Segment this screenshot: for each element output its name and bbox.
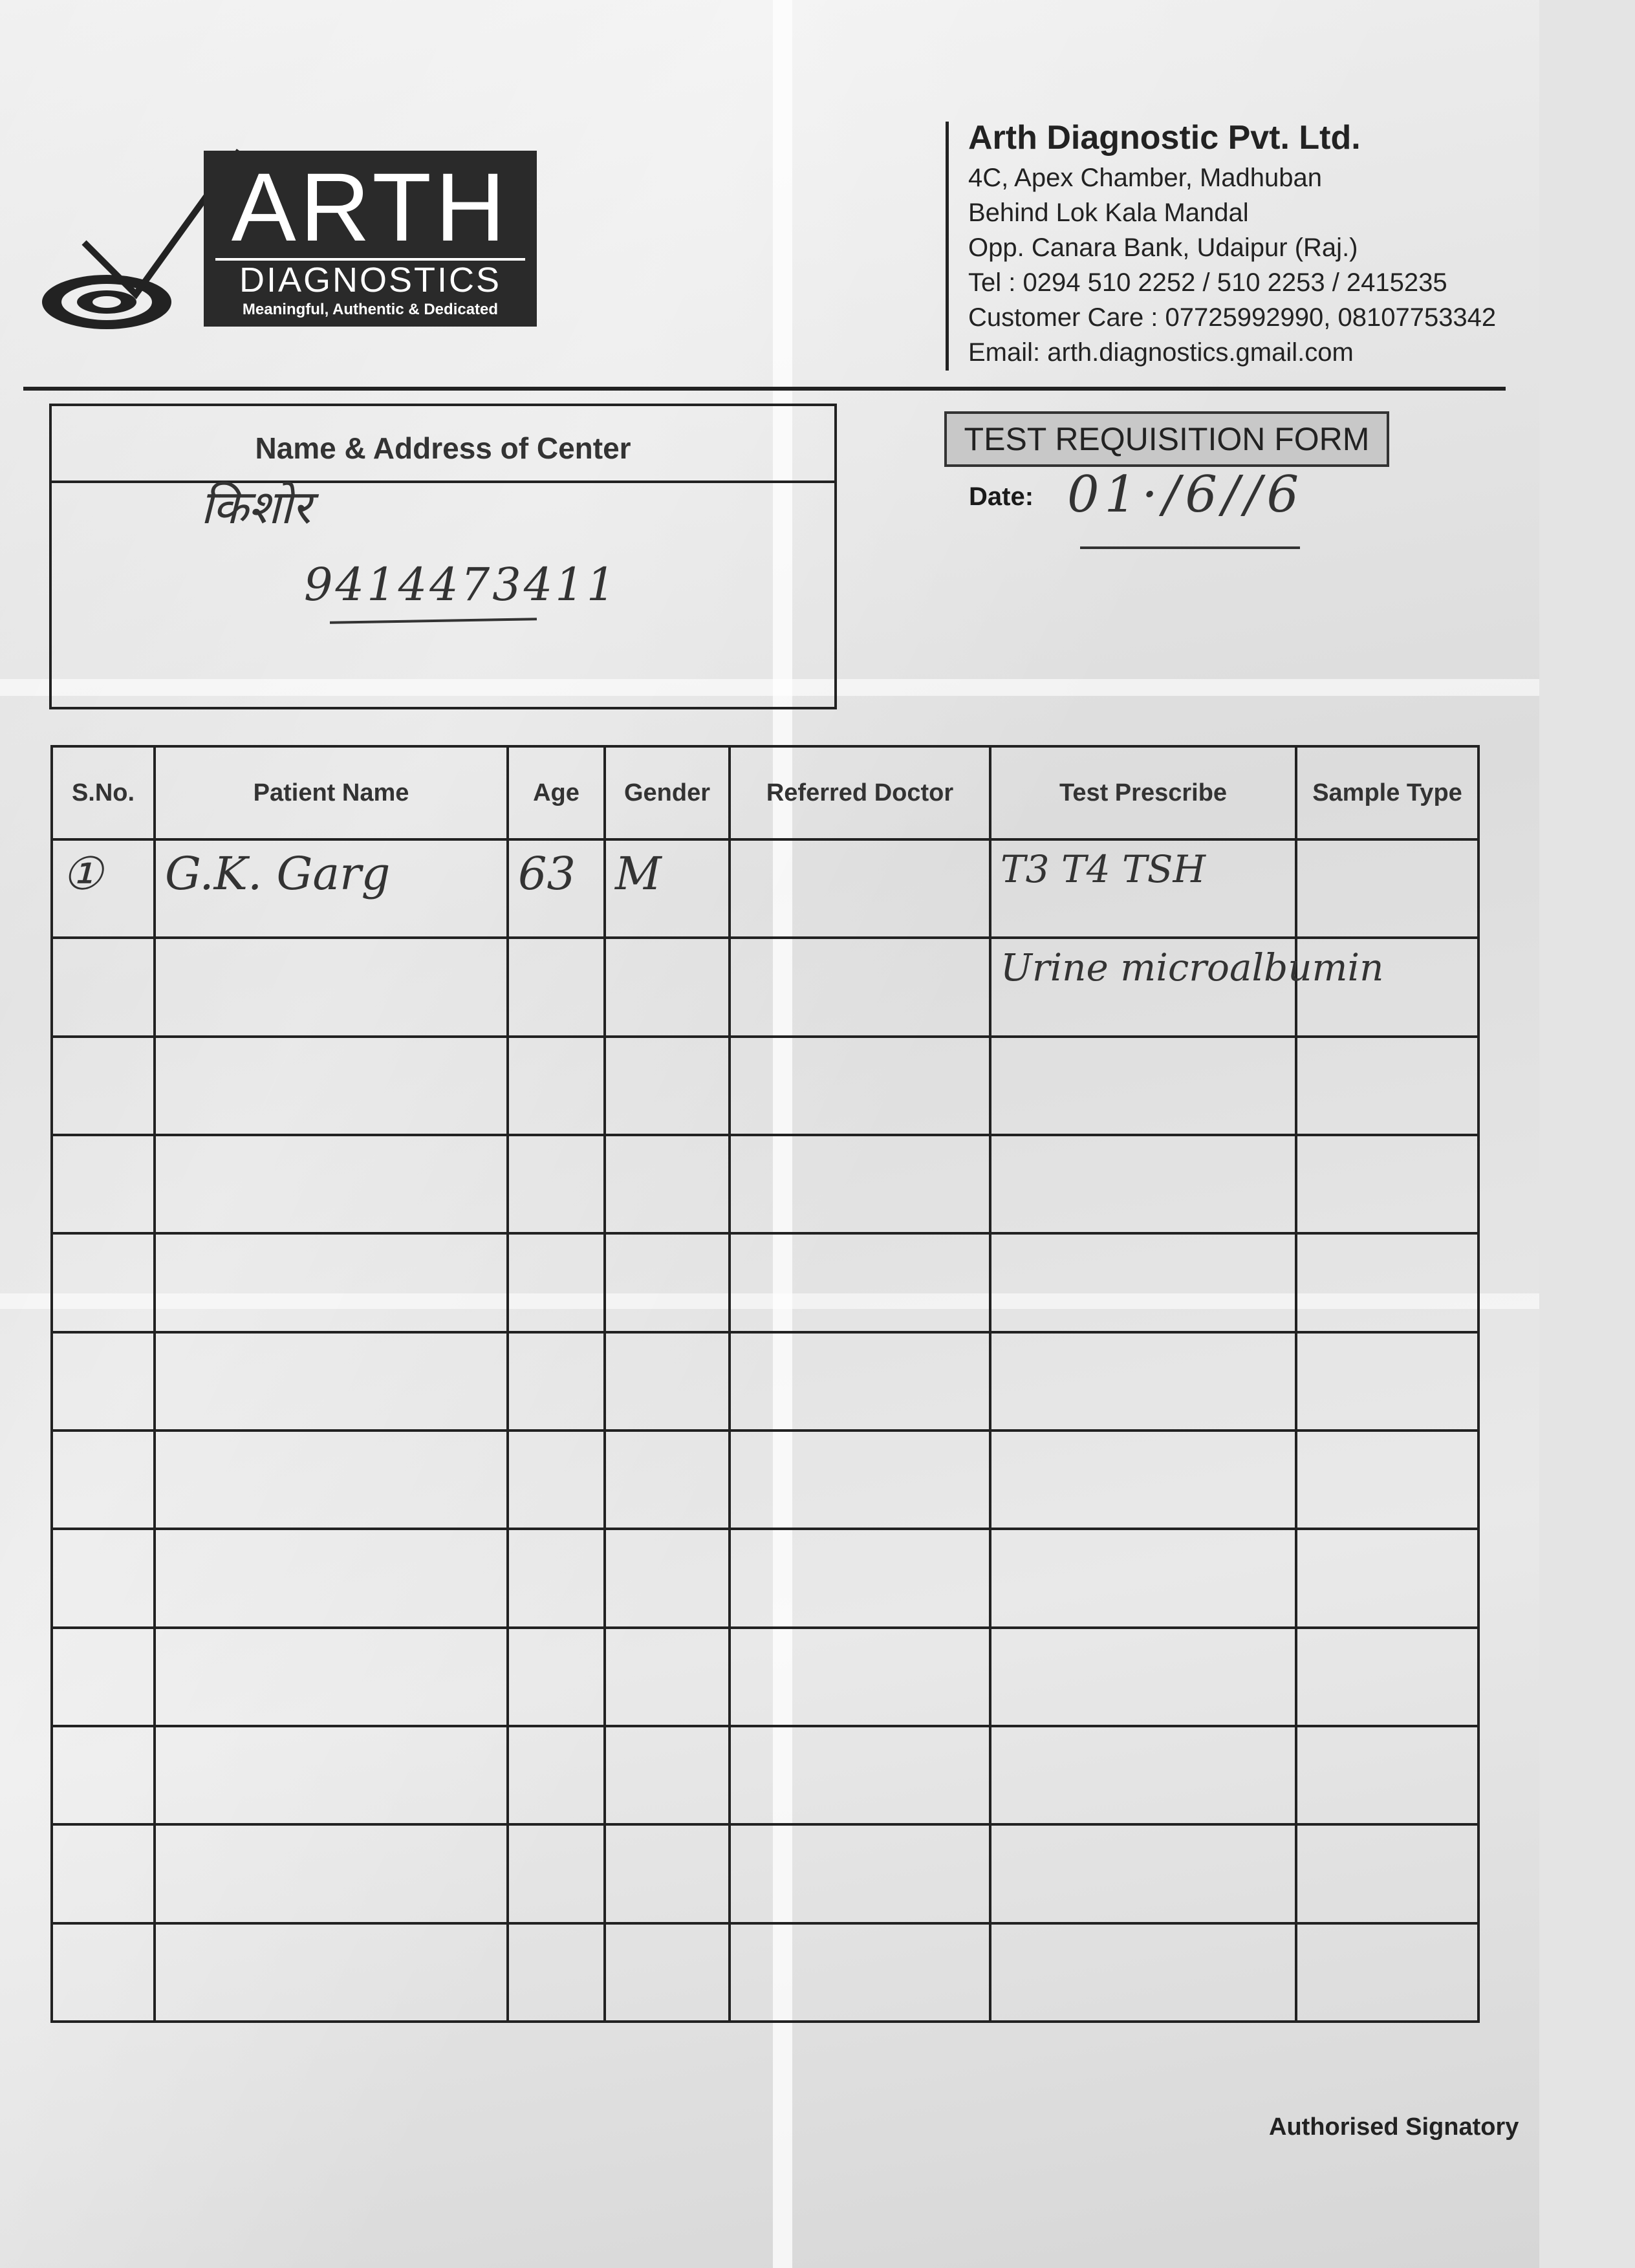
center-box-title: Name & Address of Center [52,406,834,483]
date-label: Date: [969,482,1034,511]
cell-age[interactable] [508,1233,605,1332]
center-address-box [49,404,837,709]
logo-main-text: ARTH [231,153,510,261]
cell-sample-type[interactable] [1296,1923,1478,2022]
cell-age[interactable] [508,1135,605,1233]
cell-sno[interactable] [52,1923,155,2022]
cell-gender[interactable] [605,1529,730,1627]
cell-referred-doctor[interactable] [730,1726,990,1824]
cell-gender[interactable] [605,1037,730,1135]
header-divider [946,122,949,371]
cell-test-prescribe[interactable] [990,839,1296,938]
company-address-line: Opp. Canara Bank, Udaipur (Raj.) [968,233,1358,262]
table-row [52,1628,1478,1726]
cell-gender[interactable] [605,938,730,1036]
column-header-patient-name: Patient Name [155,746,508,839]
column-header-sample-type: Sample Type [1296,746,1478,839]
cell-gender[interactable] [605,1824,730,1923]
table-row [52,1726,1478,1824]
cell-age[interactable] [508,1726,605,1824]
cell-gender[interactable] [605,839,730,938]
cell-patient-name[interactable] [155,938,508,1036]
table-row [52,1037,1478,1135]
cell-sample-type[interactable] [1296,1332,1478,1431]
age-value: 63 [518,847,576,900]
cell-sample-type[interactable] [1296,1529,1478,1627]
cell-patient-name[interactable] [155,1628,508,1726]
cell-gender[interactable] [605,1726,730,1824]
column-header-sno: S.No. [52,746,155,839]
handwritten-underline [330,618,537,624]
cell-patient-name[interactable] [155,1824,508,1923]
cell-test-prescribe[interactable] [990,1824,1296,1923]
cell-referred-doctor[interactable] [730,839,990,938]
table-row [52,1135,1478,1233]
cell-sno[interactable] [52,1824,155,1923]
cell-test-prescribe[interactable] [990,1923,1296,2022]
cell-gender[interactable] [605,1923,730,2022]
cell-patient-name[interactable] [155,1332,508,1431]
table-row [52,1332,1478,1431]
column-header-test-prescribe: Test Prescribe [990,746,1296,839]
logo-wordmark [204,151,537,327]
column-header-age: Age [508,746,605,839]
cell-age[interactable] [508,1037,605,1135]
cell-sno[interactable] [52,1726,155,1824]
table-row [52,1431,1478,1529]
cell-sno[interactable] [52,1529,155,1627]
cell-sno[interactable] [52,1431,155,1529]
cell-referred-doctor[interactable] [730,1037,990,1135]
cell-gender[interactable] [605,1431,730,1529]
date-underline [1080,546,1300,549]
company-name: Arth Diagnostic Pvt. Ltd. [968,119,1361,157]
cell-test-prescribe[interactable] [990,1726,1296,1824]
cell-patient-name[interactable] [155,1135,508,1233]
cell-patient-name[interactable] [155,839,508,938]
cell-patient-name[interactable] [155,1233,508,1332]
cell-patient-name[interactable] [155,1726,508,1824]
patient-table [50,745,1480,2023]
cell-sno[interactable] [52,1628,155,1726]
logo-tagline: Meaningful, Authentic & Dedicated [242,301,499,318]
center-handwritten-phone[interactable]: 9414473411 [304,558,618,611]
form-title: TEST REQUISITION FORM [944,411,1389,467]
cell-gender[interactable] [605,1135,730,1233]
cell-test-prescribe[interactable] [990,1628,1296,1726]
table-row [52,1824,1478,1923]
cell-sample-type[interactable] [1296,1726,1478,1824]
table-header-row [52,746,1478,839]
cell-sno[interactable] [52,938,155,1036]
company-info [968,115,1524,370]
cell-sample-type[interactable] [1296,1037,1478,1135]
cell-patient-name[interactable] [155,1923,508,2022]
authorised-signatory-label: Authorised Signatory [1269,2113,1519,2141]
company-telephone: Tel : 0294 510 2252 / 510 2253 / 2415235 [968,268,1447,297]
company-email: Email: arth.diagnostics.gmail.com [968,338,1354,367]
cell-referred-doctor[interactable] [730,1529,990,1627]
company-customer-care: Customer Care : 07725992990, 08107753342 [968,303,1497,332]
table-row [52,938,1478,1036]
cell-test-prescribe[interactable] [990,1037,1296,1135]
table-row [52,839,1478,938]
cell-patient-name[interactable] [155,1037,508,1135]
cell-referred-doctor[interactable] [730,1233,990,1332]
cell-age[interactable] [508,1431,605,1529]
cell-sno[interactable] [52,1332,155,1431]
cell-gender[interactable] [605,1332,730,1431]
cell-sample-type[interactable] [1296,839,1478,938]
cell-referred-doctor[interactable] [730,1332,990,1431]
cell-test-prescribe[interactable] [990,1233,1296,1332]
header-rule [23,387,1506,391]
cell-age[interactable] [508,938,605,1036]
cell-gender[interactable] [605,1628,730,1726]
cell-age[interactable] [508,1529,605,1627]
cell-sample-type[interactable] [1296,1135,1478,1233]
cell-sample-type[interactable] [1296,1233,1478,1332]
gender-value: M [615,847,662,900]
cell-age[interactable] [508,1628,605,1726]
cell-test-prescribe[interactable] [990,1332,1296,1431]
center-handwritten-name[interactable]: किशोर [200,480,312,534]
date-handwritten-value[interactable]: 01·/6//6 [1067,466,1305,524]
cell-patient-name[interactable] [155,1431,508,1529]
cell-sample-type[interactable] [1296,1824,1478,1923]
cell-test-prescribe[interactable] [990,938,1384,1036]
cell-referred-doctor[interactable] [730,1431,990,1529]
cell-referred-doctor[interactable] [730,1824,990,1923]
cell-sno[interactable] [52,1233,155,1332]
cell-patient-name[interactable] [155,1529,508,1627]
cell-age[interactable] [508,1332,605,1431]
cell-age[interactable] [508,839,605,938]
cell-sample-type[interactable] [1296,938,1478,1036]
table-row [52,1923,1478,2022]
cell-test-prescribe[interactable] [990,1431,1296,1529]
cell-test-prescribe[interactable] [990,1529,1296,1627]
company-address-line: Behind Lok Kala Mandal [968,199,1249,227]
cell-referred-doctor[interactable] [730,938,990,1036]
column-header-gender: Gender [605,746,730,839]
scan-margin [1539,0,1635,2268]
cell-referred-doctor[interactable] [730,1923,990,2022]
cell-age[interactable] [508,1923,605,2022]
cell-sample-type[interactable] [1296,1628,1478,1726]
cell-referred-doctor[interactable] [730,1135,990,1233]
table-row [52,1529,1478,1627]
cell-sno[interactable] [52,1037,155,1135]
logo-sub-text: DIAGNOSTICS [215,258,525,298]
cell-test-prescribe[interactable] [990,1135,1296,1233]
cell-referred-doctor[interactable] [730,1628,990,1726]
test-value: T3 T4 TSH [1001,847,1206,891]
cell-sno[interactable] [52,839,155,938]
test-value: Urine microalbumin [1001,945,1384,990]
cell-age[interactable] [508,1824,605,1923]
cell-gender[interactable] [605,1233,730,1332]
cell-sno[interactable] [52,1135,155,1233]
patient-name-value: G.K. Garg [165,847,391,900]
column-header-referred-doctor: Referred Doctor [730,746,990,839]
company-logo [39,146,543,333]
table-row [52,1233,1478,1332]
cell-sample-type[interactable] [1296,1431,1478,1529]
sno-value: ① [62,847,103,900]
company-address-line: 4C, Apex Chamber, Madhuban [968,164,1323,192]
